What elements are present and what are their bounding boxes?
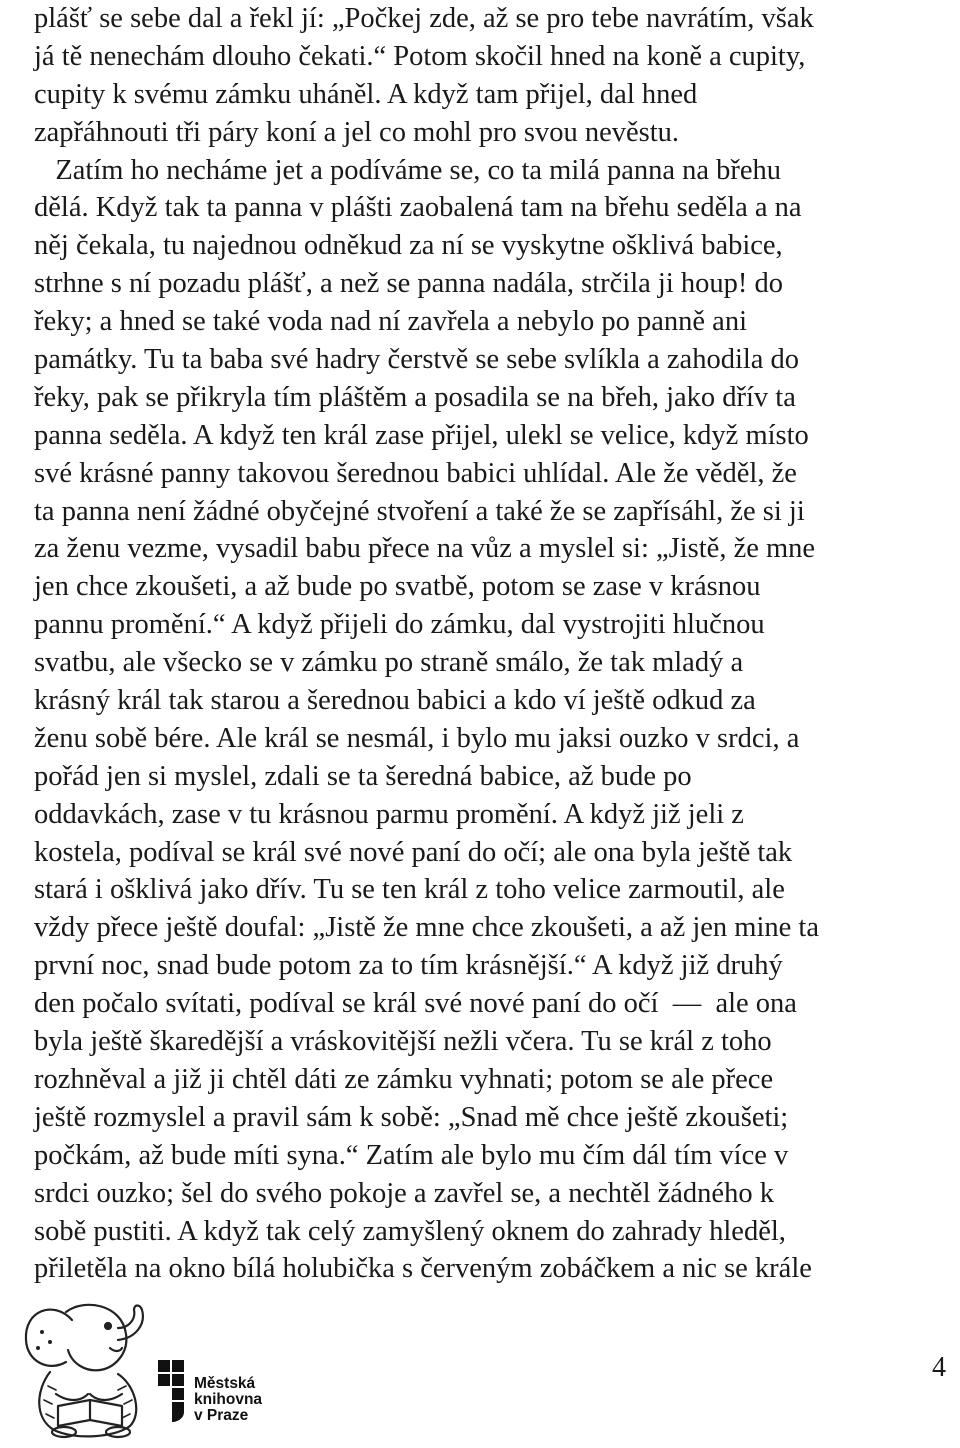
text-line: stará i ošklivá jako dřív. Tu se ten král z toho velice zarmoutil, ale: [34, 874, 785, 906]
text-line: kostela, podíval se král své nové paní do očí; ale ona byla ještě tak: [34, 836, 793, 868]
text-line: řeky, pak se přikryla tím pláštěm a posadila se na břeh, jako dřív ta: [34, 381, 796, 413]
text-line: srdci ouzko; šel do svého pokoje a zavřel se, a nechtěl žádného k: [34, 1177, 774, 1209]
text-line: jen chce zkoušeti, a až bude po svatbě, potom se zase v krásnou: [34, 571, 761, 603]
text-line: ještě rozmyslel a pravil sám k sobě: „Snad mě chce ještě zkoušeti;: [34, 1101, 789, 1133]
library-name-line1: Městská: [194, 1375, 256, 1392]
text-line: oddavkách, zase v tu krásnou parmu promění. A když již jeli z: [34, 798, 744, 830]
text-line: vždy přece ještě doufal: „Jistě že mne chce zkoušeti, a až jen mine ta: [34, 912, 819, 944]
text-line: den počalo svítati, podíval se král své nové paní do očí — ale ona: [34, 988, 797, 1020]
text-line: za ženu vezme, vysadil babu přece na vůz a myslel si: „Jistě, že mne: [34, 533, 816, 565]
text-line: já tě nenechám dlouho čekati.“ Potom skočil hned na koně a cupity,: [34, 40, 806, 72]
text-line: byla ještě škaredější a vráskovitější nežli včera. Tu se král z toho: [34, 1026, 772, 1058]
text-line: Zatím ho necháme jet a podíváme se, co ta milá panna na břehu: [34, 154, 782, 186]
text-line: rozhněval a již ji chtěl dáti ze zámku vyhnati; potom se ale přece: [34, 1063, 774, 1095]
page-number: 4: [932, 1352, 946, 1383]
library-name: [194, 1376, 262, 1424]
text-line: krásný král tak starou a šerednou babici a kdo ví ještě odkud za: [34, 685, 756, 717]
text-line: panna seděla. A když ten král zase přijel, ulekl se velice, když místo: [34, 419, 809, 451]
text-line: svatbu, ale všecko se v zámku po straně smálo, že tak mladý a: [34, 647, 744, 679]
body-text: [34, 0, 960, 1288]
text-line: památky. Tu ta baba své hadry čerstvě se sebe svlíkla a zahodila do: [34, 344, 800, 376]
text-line: své krásné panny takovou šerednou babici uhlídal. Ale že věděl, že: [34, 457, 797, 489]
text-line: dělá. Když tak ta panna v plášti zaobalená tam na břehu seděla a na: [34, 192, 802, 224]
text-line: první noc, snad bude potom za to tím krásnější.“ A když již druhý: [34, 950, 783, 982]
text-line: přiletěla na okno bílá holubička s červeným zobáčkem a nic se krále: [34, 1253, 812, 1285]
text-line: ženu sobě bére. Ale král se nesmál, i bylo mu jaksi ouzko v srdci, a: [34, 722, 800, 754]
text-line: pannu promění.“ A když přijeli do zámku, dal vystrojiti hlučnou: [34, 609, 765, 641]
text-line: strhne s ní pozadu plášť, a než se panna nadála, strčila ji houp! do: [34, 268, 783, 300]
text-line: plášť se sebe dal a řekl jí: „Počkej zde, až se pro tebe navrátím, však: [34, 3, 814, 34]
library-name-line2: knihovna: [194, 1391, 263, 1408]
text-line: cupity k svému zámku uháněl. A když tam přijel, dal hned: [34, 78, 698, 110]
elephant-reading-icon: [14, 1290, 164, 1440]
text-line: sobě pustiti. A když tak celý zamyšlený oknem do zahrady hleděl,: [34, 1215, 786, 1247]
text-line: řeky; a hned se také voda nad ní zavřela a nebylo po panně ani: [34, 306, 748, 338]
text-line: pořád jen si myslel, zdali se ta šeredná babice, až bude po: [34, 760, 692, 792]
library-name-line3: v Praze: [194, 1407, 249, 1424]
page-footer: [0, 1290, 960, 1448]
text-line: zapřáhnouti tři páry koní a jel co mohl pro svou nevěstu.: [34, 116, 680, 148]
text-line: počkám, až bude míti syna.“ Zatím ale bylo mu čím dál tím více v: [34, 1139, 789, 1171]
library-logo: [158, 1360, 288, 1432]
text-line: ta panna není žádné obyčejné stvoření a také že se zapřísáhl, že si ji: [34, 495, 805, 527]
library-logo-mark-icon: [158, 1360, 186, 1424]
text-line: něj čekala, tu najednou odněkud za ní se vyskytne ošklivá babice,: [34, 230, 783, 262]
